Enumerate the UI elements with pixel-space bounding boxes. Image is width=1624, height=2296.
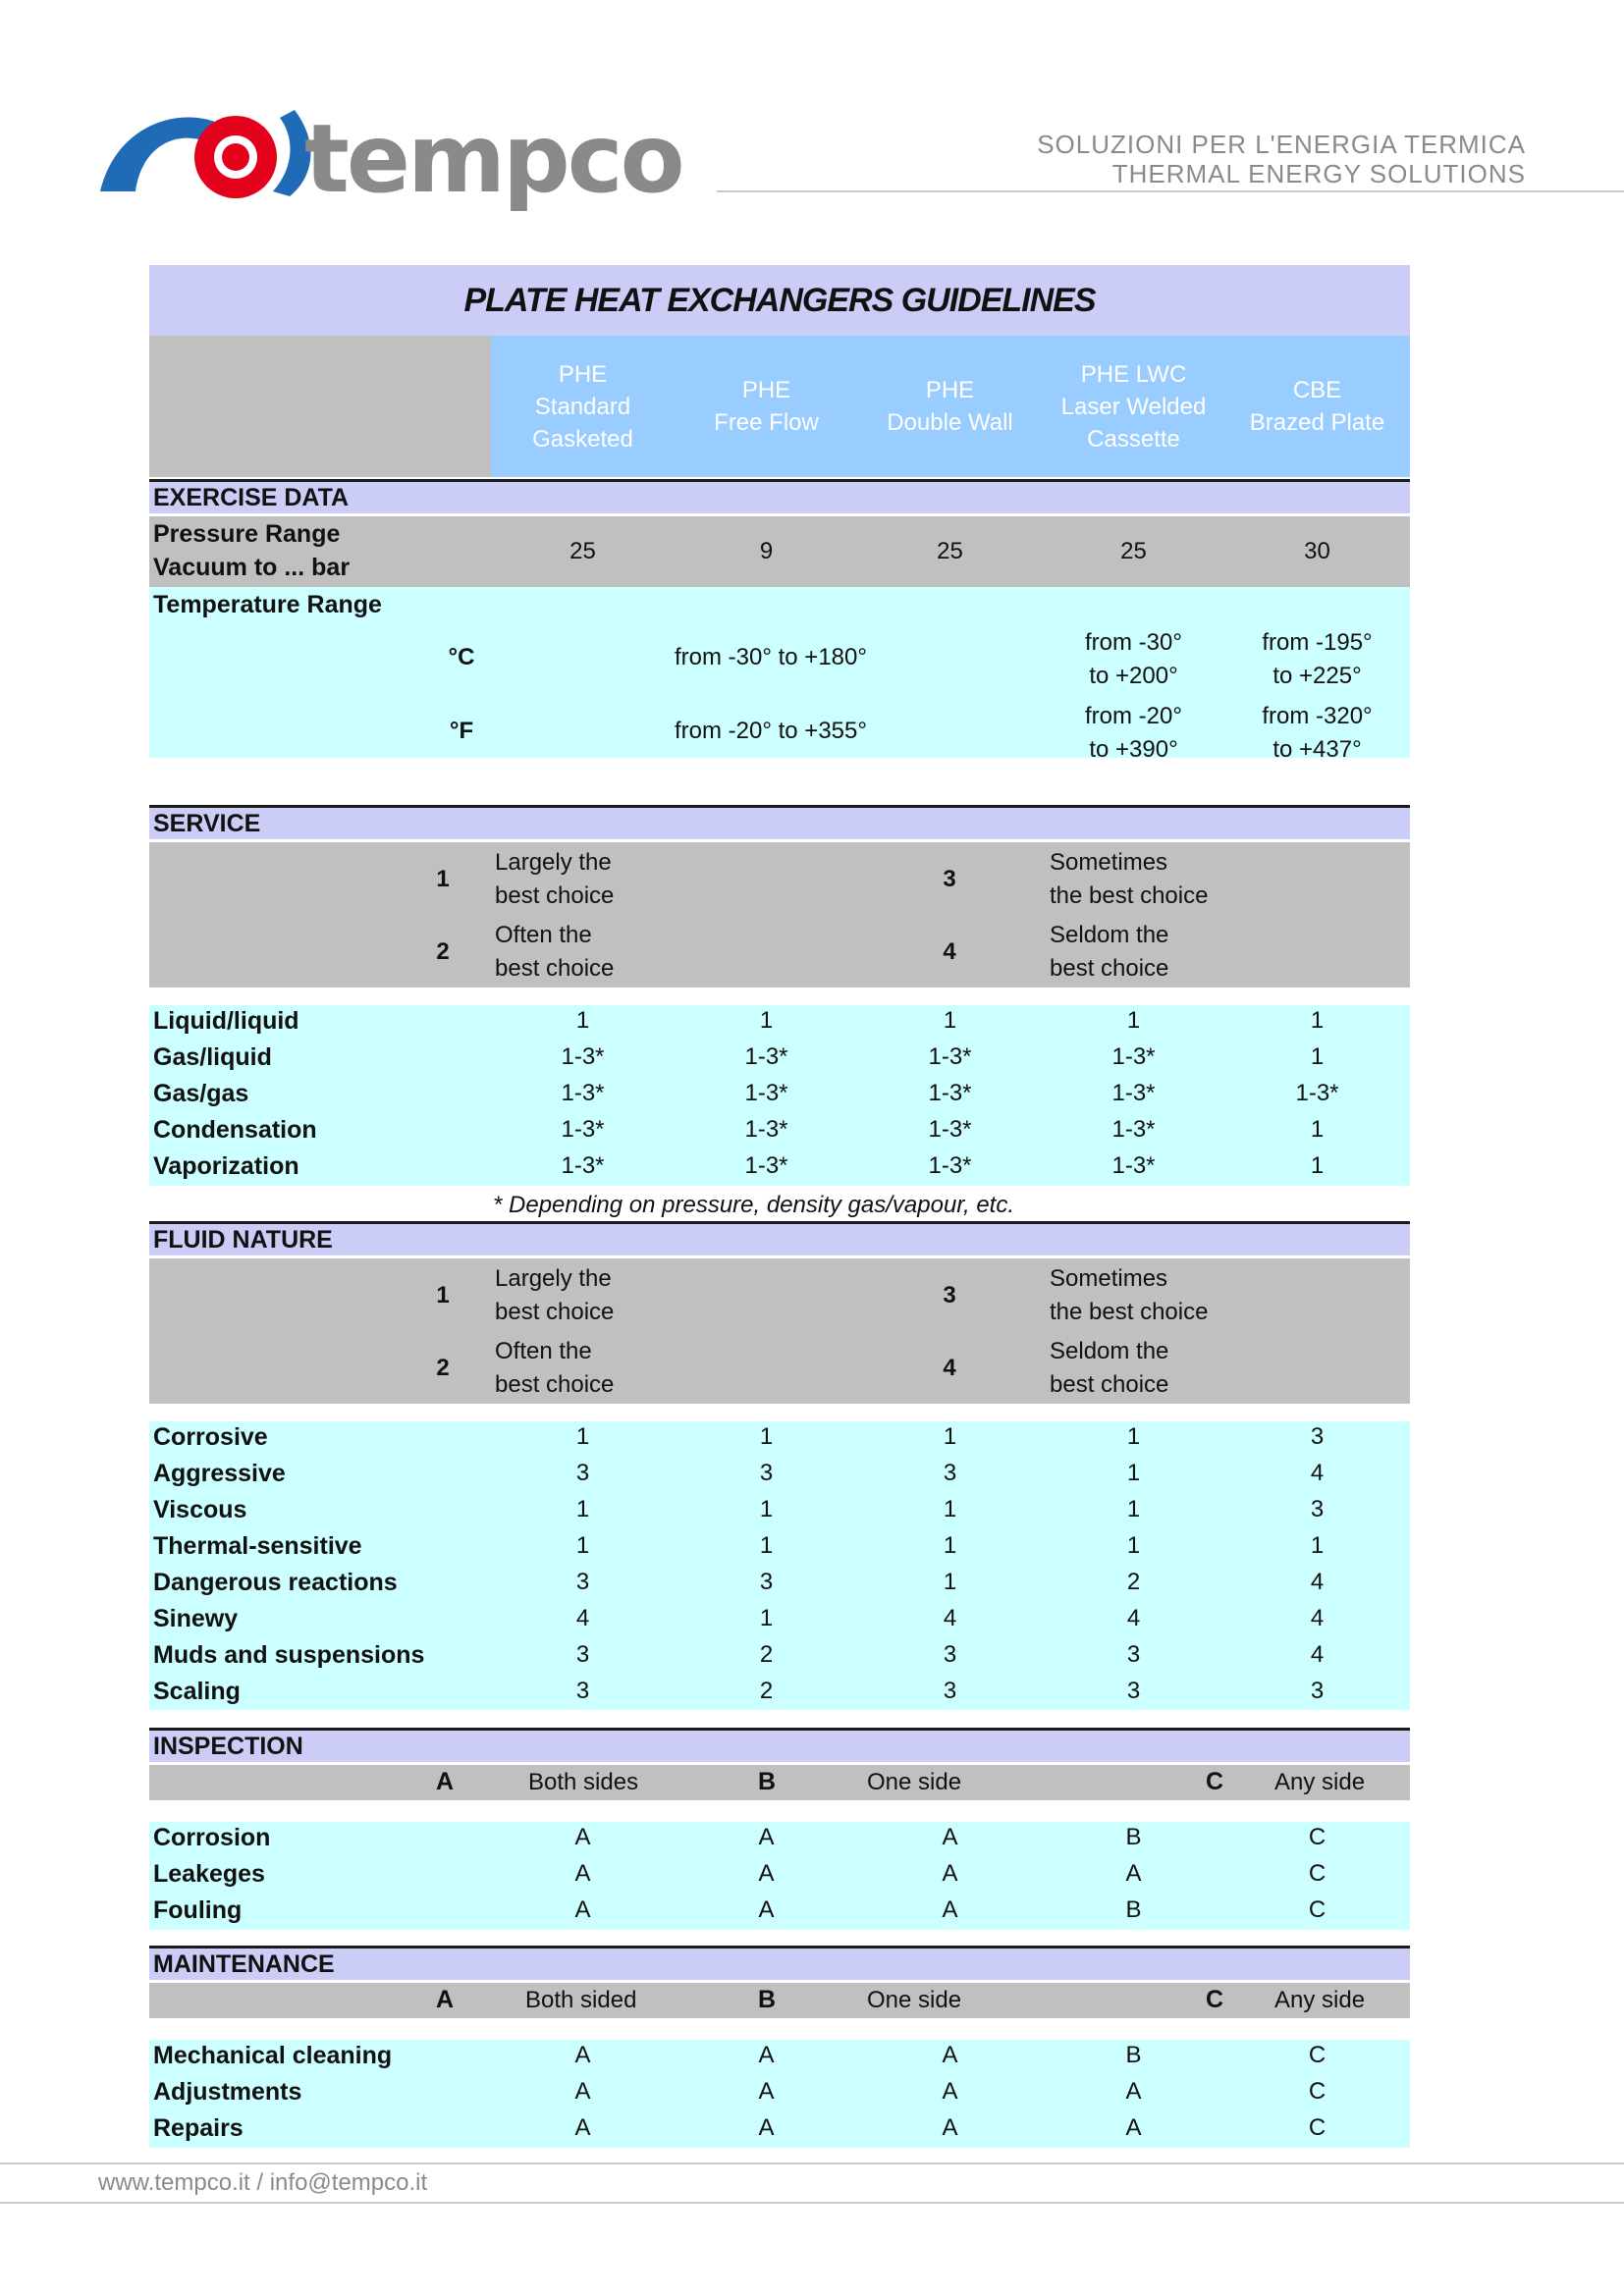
rating-cell: 1-3*: [561, 1080, 605, 1106]
rating-cell: 1: [575, 1007, 590, 1034]
inspection-rows: [149, 1822, 1410, 1930]
fluid-legend: 1 Largely the best choice 2 Often the best choice 3 Sometimes the best choice 4 Seldom the best choice: [149, 1258, 1410, 1404]
rating-cell: 1: [1310, 1007, 1325, 1034]
footer-divider-top: [0, 2163, 1624, 2164]
rating-cell: 1: [1126, 1496, 1141, 1522]
row-label: Leakeges: [153, 1860, 265, 1888]
rating-cell: A: [1125, 1860, 1142, 1887]
rating-cell: A: [574, 1896, 591, 1923]
row-label: Corrosive: [153, 1423, 268, 1451]
rating-cell: 1: [1310, 1043, 1325, 1070]
rating-cell: 1: [759, 1605, 774, 1631]
rating-cell: 2: [759, 1678, 774, 1704]
fahrenheit-range-lwc: from -20° to +390°: [1085, 703, 1182, 763]
rating-cell: 1-3*: [1295, 1080, 1339, 1106]
rating-cell: A: [942, 1824, 958, 1850]
section-header-fluid: FLUID NATURE: [149, 1221, 1410, 1255]
rating-cell: 3: [759, 1569, 774, 1595]
rating-cell: 4: [943, 1605, 957, 1631]
column-header-cbe: CBE Brazed Plate: [1249, 377, 1385, 436]
rating-cell: B: [1125, 2042, 1142, 2068]
footer-divider-bottom: [0, 2202, 1624, 2204]
row-label: Viscous: [153, 1496, 247, 1523]
rating-cell: 1: [943, 1007, 957, 1034]
guidelines-table: [149, 265, 1410, 2150]
rating-cell: A: [942, 1896, 958, 1923]
rating-cell: 1: [943, 1496, 957, 1522]
row-label: Repairs: [153, 2114, 244, 2142]
rating-cell: 1: [575, 1532, 590, 1559]
row-label: Vaporization: [153, 1152, 299, 1180]
rating-cell: 1: [575, 1423, 590, 1450]
rating-cell: 1: [759, 1423, 774, 1450]
rating-cell: 2: [759, 1641, 774, 1668]
rating-cell: 1-3*: [561, 1116, 605, 1143]
rating-cell: A: [758, 2078, 775, 2105]
rating-cell: 3: [1310, 1678, 1325, 1704]
rating-cell: 1-3*: [1111, 1080, 1156, 1106]
service-legend: 1 Largely the best choice 2 Often the best choice 3 Sometimes the best choice 4 Seldom the best choice: [149, 842, 1410, 988]
rating-cell: 3: [1126, 1678, 1141, 1704]
rating-cell: 1-3*: [561, 1043, 605, 1070]
rating-cell: 3: [575, 1678, 590, 1704]
rating-cell: 4: [1310, 1641, 1325, 1668]
pressure-value: 25: [937, 538, 963, 564]
rating-cell: 3: [575, 1569, 590, 1595]
rating-cell: A: [574, 1824, 591, 1850]
rating-cell: A: [574, 1860, 591, 1887]
tagline-italian: SOLUZIONI PER L'ENERGIA TERMICA: [1037, 130, 1526, 159]
row-label: Liquid/liquid: [153, 1007, 299, 1035]
section-header-inspection: INSPECTION: [149, 1728, 1410, 1762]
celsius-range-common: from -30° to +180°: [675, 644, 867, 670]
row-label: Thermal-sensitive: [153, 1532, 362, 1560]
rating-cell: C: [1308, 2114, 1326, 2141]
rating-cell: 1: [759, 1007, 774, 1034]
rating-cell: 3: [575, 1460, 590, 1486]
fahrenheit-range-cbe: from -320° to +437°: [1262, 703, 1373, 763]
row-label: Corrosion: [153, 1824, 271, 1851]
row-label: Sinewy: [153, 1605, 239, 1632]
rating-cell: A: [758, 1824, 775, 1850]
section-header-maintenance: MAINTENANCE: [149, 1946, 1410, 1980]
rating-cell: 1: [1310, 1152, 1325, 1179]
service-rows: [149, 1005, 1410, 1186]
rating-cell: A: [758, 2042, 775, 2068]
header-blank-cell: [149, 336, 491, 477]
table-title: PLATE HEAT EXCHANGERS GUIDELINES: [463, 281, 1096, 319]
table-title-bar: [149, 265, 1410, 336]
rating-cell: 1-3*: [1111, 1116, 1156, 1143]
rating-cell: 1: [1126, 1423, 1141, 1450]
rating-cell: A: [574, 2114, 591, 2141]
rating-cell: C: [1308, 1860, 1326, 1887]
row-label: Dangerous reactions: [153, 1569, 398, 1596]
rating-cell: 1: [1126, 1007, 1141, 1034]
rating-cell: 4: [1310, 1460, 1325, 1486]
rating-cell: 4: [1126, 1605, 1141, 1631]
row-label: Gas/gas: [153, 1080, 249, 1107]
rating-cell: A: [1125, 2114, 1142, 2141]
tagline-english: THERMAL ENERGY SOLUTIONS: [1111, 159, 1526, 188]
rating-cell: 3: [1126, 1641, 1141, 1668]
rating-cell: A: [1125, 2078, 1142, 2105]
column-header-phe-lwc: PHE LWC Laser Welded Cassette: [1060, 360, 1207, 453]
rating-cell: 1: [943, 1569, 957, 1595]
rating-cell: 1-3*: [744, 1116, 788, 1143]
row-label: Scaling: [153, 1678, 241, 1705]
row-label: Fouling: [153, 1896, 243, 1924]
rating-cell: 1-3*: [1111, 1152, 1156, 1179]
row-label: Muds and suspensions: [153, 1641, 425, 1669]
celsius-range-lwc: from -30° to +200°: [1085, 629, 1182, 689]
rating-cell: C: [1308, 2042, 1326, 2068]
column-header-phe-free-flow: PHE Free Flow: [714, 377, 819, 436]
rating-cell: B: [1125, 1896, 1142, 1923]
rating-cell: 4: [1310, 1569, 1325, 1595]
temperature-block: [149, 587, 1410, 763]
rating-cell: 1-3*: [928, 1043, 972, 1070]
fahrenheit-range-common: from -20° to +355°: [675, 718, 867, 744]
pressure-row: [149, 516, 1410, 587]
rating-cell: 1-3*: [744, 1152, 788, 1179]
rating-cell: A: [942, 2042, 958, 2068]
footer-contact: www.tempco.it / info@tempco.it: [98, 2169, 428, 2196]
rating-cell: A: [758, 1896, 775, 1923]
row-label: Condensation: [153, 1116, 317, 1144]
pressure-value: 9: [759, 538, 774, 564]
rating-cell: A: [758, 2114, 775, 2141]
rating-cell: 3: [1310, 1423, 1325, 1450]
row-label: Gas/liquid: [153, 1043, 272, 1071]
rating-cell: A: [574, 2042, 591, 2068]
rating-cell: 3: [943, 1678, 957, 1704]
rating-cell: A: [942, 2114, 958, 2141]
rating-cell: 3: [575, 1641, 590, 1668]
fluid-rows: [149, 1421, 1410, 1710]
rating-cell: 1: [1126, 1532, 1141, 1559]
rating-cell: A: [942, 1860, 958, 1887]
rating-cell: 1-3*: [744, 1080, 788, 1106]
rating-cell: 1-3*: [561, 1152, 605, 1179]
rating-cell: 1-3*: [928, 1152, 972, 1179]
section-header-exercise: EXERCISE DATA: [149, 479, 1410, 513]
row-label: Mechanical cleaning: [153, 2042, 393, 2069]
rating-cell: 1: [575, 1496, 590, 1522]
rating-cell: 1: [943, 1532, 957, 1559]
rating-cell: 3: [759, 1460, 774, 1486]
rating-cell: 1: [1126, 1460, 1141, 1486]
service-footnote: * Depending on pressure, density gas/vapour, etc.: [493, 1192, 1014, 1218]
tempco-logo: [98, 98, 727, 236]
fahrenheit-unit: °F: [449, 718, 474, 744]
rating-cell: 3: [1310, 1496, 1325, 1522]
row-label: Adjustments: [153, 2078, 302, 2106]
rating-cell: 1-3*: [744, 1043, 788, 1070]
rating-cell: A: [758, 1860, 775, 1887]
rating-cell: 3: [943, 1641, 957, 1668]
celsius-unit: °C: [448, 644, 475, 670]
pressure-value: 30: [1304, 538, 1330, 564]
inspection-legend: A Both sides B One side C Any side: [149, 1765, 1410, 1800]
pressure-value: 25: [569, 538, 596, 564]
rating-cell: C: [1308, 1896, 1326, 1923]
rating-cell: 2: [1126, 1569, 1141, 1595]
rating-cell: 1-3*: [928, 1080, 972, 1106]
rating-cell: 1: [943, 1423, 957, 1450]
column-header-phe-standard: PHE Standard Gasketed: [532, 360, 633, 453]
rating-cell: C: [1308, 1824, 1326, 1850]
rating-cell: 1: [759, 1496, 774, 1522]
rating-cell: 1: [1310, 1116, 1325, 1143]
maintenance-rows: [149, 2040, 1410, 2148]
rating-cell: 1: [1310, 1532, 1325, 1559]
maintenance-legend: A Both sided B One side C Any side: [149, 1983, 1410, 2018]
pressure-value: 25: [1120, 538, 1147, 564]
column-header-phe-double-wall: PHE Double Wall: [887, 377, 1013, 436]
rating-cell: B: [1125, 1824, 1142, 1850]
vacuum-label: Vacuum to ... bar: [153, 554, 351, 581]
rating-cell: A: [942, 2078, 958, 2105]
rating-cell: 1: [759, 1532, 774, 1559]
rating-cell: 4: [575, 1605, 590, 1631]
section-header-service: SERVICE: [149, 805, 1410, 839]
header-divider: [717, 190, 1624, 192]
brand-wordmark: tempco: [304, 104, 682, 214]
rating-cell: 1-3*: [1111, 1043, 1156, 1070]
rating-cell: 4: [1310, 1605, 1325, 1631]
rating-cell: 1-3*: [928, 1116, 972, 1143]
pressure-label: Pressure Range: [153, 520, 341, 548]
rating-cell: C: [1308, 2078, 1326, 2105]
temperature-label: Temperature Range: [153, 591, 382, 618]
rating-cell: 3: [943, 1460, 957, 1486]
rating-cell: A: [574, 2078, 591, 2105]
celsius-range-cbe: from -195° to +225°: [1262, 629, 1373, 689]
row-label: Aggressive: [153, 1460, 286, 1487]
